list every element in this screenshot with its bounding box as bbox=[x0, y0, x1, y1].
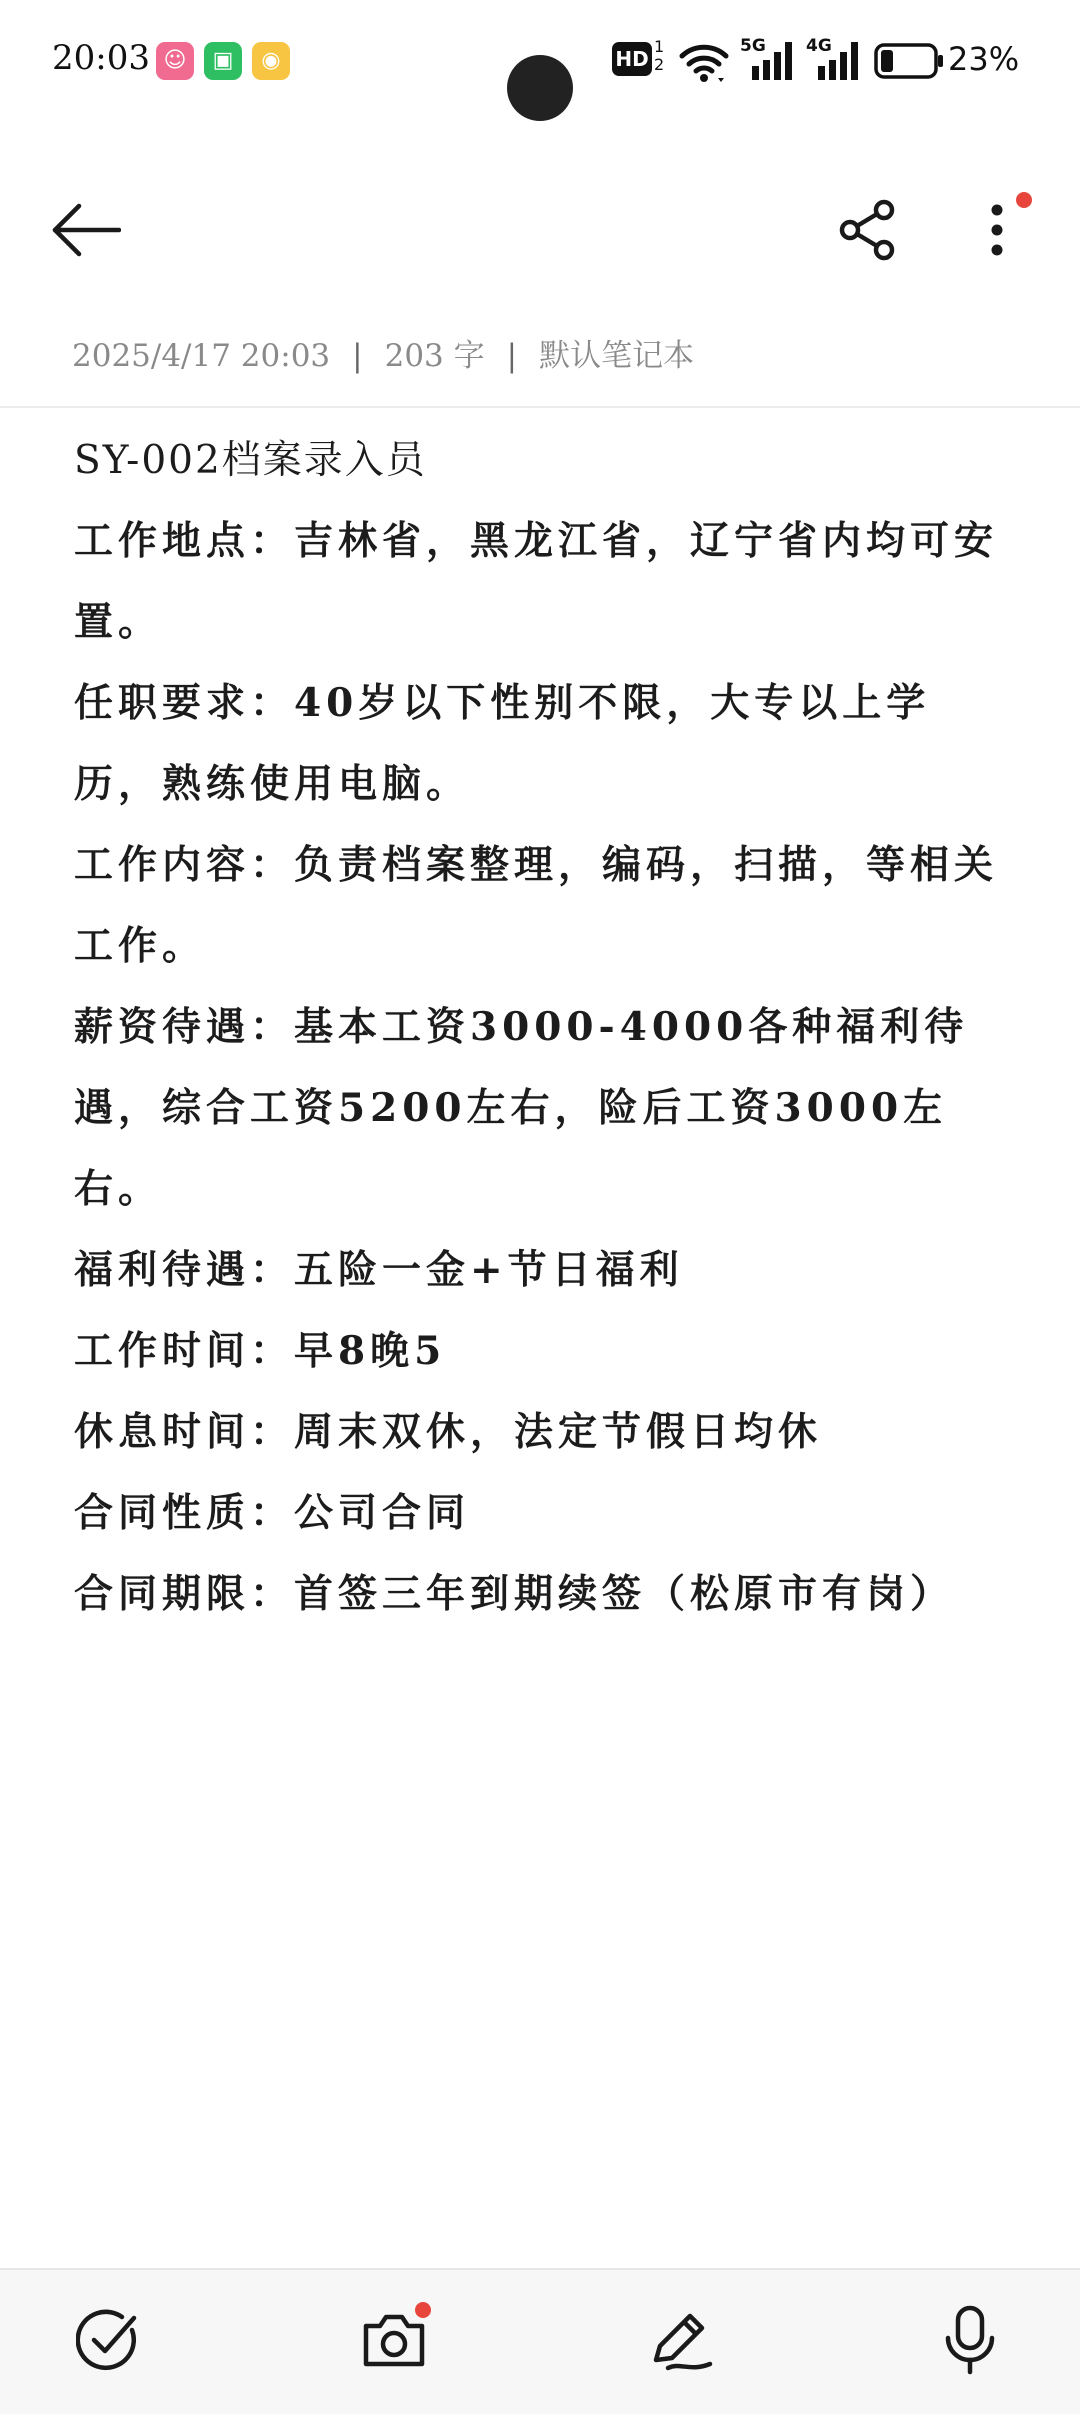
back-arrow-icon bbox=[49, 202, 121, 258]
share-button[interactable] bbox=[826, 190, 910, 270]
bottom-toolbar bbox=[0, 2268, 1080, 2414]
hd-sim-top: 1 bbox=[654, 37, 665, 56]
hd-sim-bottom: 2 bbox=[654, 55, 665, 74]
camera-icon bbox=[360, 2310, 428, 2370]
note-paragraph[interactable]: 合同期限：首签三年到期续签（松原市有岗） bbox=[74, 1571, 955, 1617]
signal-4g bbox=[806, 36, 862, 82]
signal-bars-icon bbox=[806, 36, 862, 82]
note-paragraph[interactable]: 福利待遇：五险一金+节日福利 bbox=[74, 1247, 684, 1293]
note-paragraph[interactable]: 工作时间：早8晚5 bbox=[74, 1328, 447, 1374]
note-paragraph[interactable]: 工作内容：负责档案整理，编码，扫描，等相关工作。 bbox=[74, 842, 999, 969]
status-time: 20:03 bbox=[52, 38, 150, 78]
meta-divider bbox=[0, 406, 1080, 408]
more-notification-dot bbox=[1016, 192, 1032, 208]
note-word-count: 203 字 bbox=[384, 338, 485, 374]
weibo-icon: ◉ bbox=[252, 42, 290, 80]
note-paragraph[interactable]: 休息时间：周末双休，法定节假日均休 bbox=[74, 1409, 823, 1455]
checklist-icon bbox=[76, 2308, 140, 2372]
note-title[interactable]: SY-002档案录入员 bbox=[74, 438, 427, 483]
signal-bars-icon bbox=[740, 36, 796, 82]
meta-separator: | bbox=[506, 338, 518, 374]
note-paragraph[interactable]: 薪资待遇：基本工资3000-4000各种福利待遇，综合工资5200左右，险后工资3000左右。 bbox=[74, 1004, 969, 1212]
microphone-icon bbox=[942, 2304, 998, 2376]
back-button[interactable] bbox=[40, 190, 130, 270]
note-paragraph[interactable]: 任职要求：40岁以下性别不限，大专以上学历，熟练使用电脑。 bbox=[74, 680, 931, 807]
network-5g-label: 5G bbox=[740, 36, 766, 56]
note-editor[interactable] bbox=[74, 420, 1004, 1635]
hd-sim-indicator bbox=[654, 38, 664, 74]
meta-separator: | bbox=[352, 338, 363, 374]
voice-input-button[interactable] bbox=[930, 2300, 1010, 2380]
android-store-icon: ▣ bbox=[204, 42, 242, 80]
wifi-icon bbox=[678, 40, 730, 84]
status-bar bbox=[0, 0, 1080, 120]
share-icon bbox=[836, 198, 900, 262]
camera-notification-dot bbox=[415, 2302, 431, 2318]
note-paragraph[interactable]: 工作地点：吉林省，黑龙江省，辽宁省内均可安置。 bbox=[74, 518, 999, 645]
battery-percent: 23% bbox=[948, 40, 1020, 78]
note-meta bbox=[72, 330, 694, 375]
note-datetime: 2025/4/17 20:03 bbox=[72, 338, 331, 374]
more-vertical-icon bbox=[987, 198, 1007, 262]
pen-icon bbox=[646, 2306, 714, 2374]
front-camera-cutout bbox=[507, 55, 573, 121]
note-paragraph[interactable]: 合同性质：公司合同 bbox=[74, 1490, 471, 1536]
comic-app-icon: ☺ bbox=[156, 42, 194, 80]
checklist-button[interactable] bbox=[68, 2300, 148, 2380]
notebook-selector[interactable]: 默认笔记本 bbox=[539, 338, 695, 374]
hd-voice-icon: HD bbox=[612, 42, 652, 76]
handwriting-button[interactable] bbox=[640, 2300, 720, 2380]
signal-5g bbox=[740, 36, 796, 82]
network-4g-label: 4G bbox=[806, 36, 832, 56]
battery-icon bbox=[874, 42, 944, 80]
